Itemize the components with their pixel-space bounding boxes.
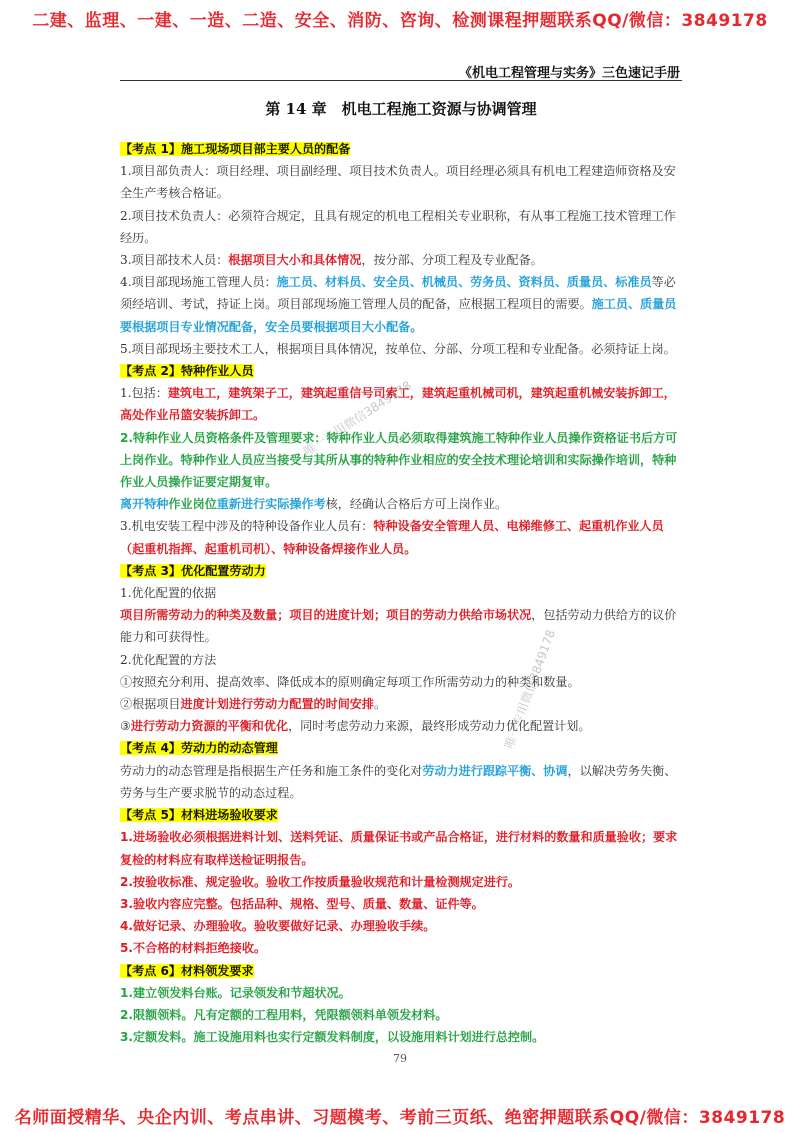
chapter-title: 第 14 章 机电工程施工资源与协调管理	[265, 100, 537, 118]
text-run: 等必须经培训、考试，持证上岗。项目部现场施工管理人员的配备，应根据工程项目的需要。	[120, 275, 676, 312]
section-tag: 【考点 5】	[120, 808, 182, 823]
body-paragraph	[120, 1026, 682, 1048]
section-tag: 【考点 2】	[120, 364, 182, 379]
section-heading-highlight	[120, 364, 254, 378]
body-paragraph	[120, 671, 682, 693]
section-heading	[120, 138, 682, 160]
text-run-green: 2.特种作业人员资格条件及管理要求：特种作业人员必须取得建筑施工特种作业人员操作资格证书后方可上岗作业。特种作业人员应当接受与其所从事的特种作业相应的安全技术理论培训和实际操作培训，特种作业人员操作证要定期复审。	[120, 430, 678, 490]
watermark: 唯一专用微信3849178	[301, 378, 414, 459]
section-tag: 【考点 3】	[120, 563, 182, 578]
text-run: ，包括劳动力供给方的议价能力和可获得性。	[120, 608, 677, 645]
text-run: ，同时考虑劳动力来源，最终形成劳动力优化配置计划。	[288, 719, 591, 734]
body-paragraph	[120, 715, 682, 737]
section-heading	[120, 804, 682, 826]
body-paragraph	[120, 604, 682, 648]
text-run-green: 3.定额发料。施工设施用料也实行定额发料制度，以设施用料计划进行总控制。	[120, 1030, 545, 1045]
section-tag: 【考点 6】	[120, 963, 182, 978]
text-run: ①按照充分利用、提高效率、降低成本的原则确定每项工作所需劳动力的种类和数量。	[120, 674, 580, 689]
page-content	[120, 138, 682, 1048]
body-paragraph	[120, 271, 682, 338]
text-run-red: 建筑电工，建筑架子工，建筑起重信号司索工，建筑起重机械司机，建筑起重机械安装拆卸工，高处作业吊篮安装拆卸工。	[120, 386, 676, 423]
section-heading	[120, 960, 682, 982]
section-title: 材料领发要求	[181, 963, 254, 978]
text-run: ，以解决劳务失衡、劳务与生产要求脱节的动态过程。	[120, 763, 677, 800]
bottom-promo-banner: 名师面授精华、央企内训、考点串讲、习题模考、考前三页纸、绝密押题联系QQ/微信：3849178	[14, 1108, 786, 1128]
text-run: 。	[374, 697, 387, 712]
body-paragraph	[120, 338, 682, 360]
text-run-red: 特种设备安全管理人员、电梯维修工、起重机作业人员（起重机指挥、起重机司机）、特种设备焊接作业人员。	[120, 519, 664, 556]
section-heading	[120, 737, 682, 759]
section-tag: 【考点 1】	[120, 142, 182, 156]
text-run: 5.项目部现场主要技术工人，根据项目具体情况，按单位、分部、分项工程和专业配备。必须持证上岗。	[120, 341, 676, 356]
section-heading-highlight	[120, 741, 278, 755]
page-number: 79	[393, 1052, 407, 1065]
text-run: ②根据项目	[120, 697, 181, 712]
text-run: ，按分部、分项工程及专业配备。	[361, 253, 543, 268]
text-run: 劳动力的动态管理是指根据生产任务和施工条件的变化对	[120, 763, 423, 778]
text-run-red: 4.做好记录、办理验收。验收要做好记录、办理验收手续。	[120, 919, 436, 934]
text-run-blue: 离开特种	[120, 497, 169, 512]
section-heading-highlight	[120, 964, 254, 978]
section-heading	[120, 560, 682, 582]
section-title: 施工现场项目部主要人员的配备	[181, 142, 351, 156]
body-paragraph	[120, 205, 682, 249]
body-paragraph	[120, 937, 682, 959]
body-paragraph	[120, 915, 682, 937]
text-run-red: 1.进场验收必须根据进料计划、送料凭证、质量保证书或产品合格证，进行材料的数量和质量验收；要求复检的材料应有取样送检证明报告。	[120, 830, 678, 867]
text-run: 4.项目部现场施工管理人员：	[120, 275, 277, 290]
body-paragraph	[120, 1004, 682, 1026]
section-heading-highlight	[120, 142, 350, 156]
text-run-red: 2.按验收标准、规定验收。验收工作按质量验收规范和计量检测规定进行。	[120, 874, 521, 889]
text-run-red: 5.不合格的材料拒绝接收。	[120, 941, 267, 956]
text-run: 1.优化配置的依据	[120, 586, 217, 601]
body-paragraph	[120, 493, 682, 515]
text-run-red: 进度计划进行劳动力配置的时间安排	[180, 697, 374, 712]
body-paragraph	[120, 160, 682, 204]
watermark: 唯一专用微信3849178	[501, 627, 558, 751]
text-run-red: 项目所需劳动力的种类及数量；项目的进度计划；项目的劳动力供给市场状况	[120, 608, 532, 623]
text-run: 核，经确认合格后方可上岗作业。	[325, 497, 508, 512]
text-run: 1.包括：	[120, 386, 168, 401]
text-run-red: 3.验收内容应完整。包括品种、规格、型号、质量、数量、证件等。	[120, 896, 484, 911]
body-paragraph	[120, 693, 682, 715]
text-run: ③	[120, 719, 131, 734]
section-heading-highlight	[120, 808, 278, 822]
body-paragraph	[120, 893, 682, 915]
text-run-blue: 施工员、材料员、安全员、机械员、劳务员、资料员、质量员、标准员	[276, 275, 652, 290]
text-run-green: 1.建立领发料台账。记录领发和节超状况。	[120, 985, 351, 1000]
text-run: 2.优化配置的方法	[120, 652, 217, 667]
section-title: 优化配置劳动力	[181, 563, 266, 578]
text-run-blue: 劳动力进行跟踪平衡、协调	[422, 763, 568, 778]
body-paragraph	[120, 760, 682, 804]
text-run-blue: 施工员、质量员要根据项目专业情况配备，安全员要根据项目大小配备。	[120, 297, 677, 334]
body-paragraph	[120, 427, 682, 494]
text-run: 2.项目技术负责人：必须符合规定，且具有规定的机电工程相关专业职称，有从事工程施工技术管理工作经历。	[120, 208, 676, 245]
header-rule	[120, 80, 682, 81]
text-run-red: 进行劳动力资源的平衡和优化	[130, 719, 289, 734]
section-tag: 【考点 4】	[120, 741, 182, 756]
text-run-blue: 重新进行实际操作考	[216, 497, 326, 512]
text-run-red: 根据项目大小和具体情况	[228, 253, 362, 268]
text-run: 3.机电安装工程中涉及的特种设备作业人员有：	[120, 519, 374, 534]
text-run: 3.项目部技术人员：	[120, 253, 229, 268]
section-heading-highlight	[120, 564, 266, 578]
body-paragraph	[120, 249, 682, 271]
text-run: 1.项目部负责人：项目经理、项目副经理、项目技术负责人。项目经理必须具有机电工程建造师资格及安全生产考核合格证。	[120, 164, 676, 201]
section-title: 特种作业人员	[181, 364, 254, 379]
body-paragraph	[120, 582, 682, 604]
section-title: 劳动力的动态管理	[181, 741, 278, 756]
body-paragraph	[120, 649, 682, 671]
body-paragraph	[120, 515, 682, 559]
section-title: 材料进场验收要求	[181, 808, 278, 823]
text-run-green: 作业岗位	[168, 497, 217, 512]
running-header: 《机电工程管理与实务》三色速记手册	[458, 66, 680, 81]
body-paragraph	[120, 826, 682, 870]
body-paragraph	[120, 871, 682, 893]
text-run-green: 2.限额领料。凡有定额的工程用料，凭限额领料单领发材料。	[120, 1007, 448, 1022]
top-promo-banner: 二建、监理、一建、一造、二造、安全、消防、咨询、检测课程押题联系QQ/微信：3849178	[32, 11, 768, 31]
body-paragraph	[120, 982, 682, 1004]
